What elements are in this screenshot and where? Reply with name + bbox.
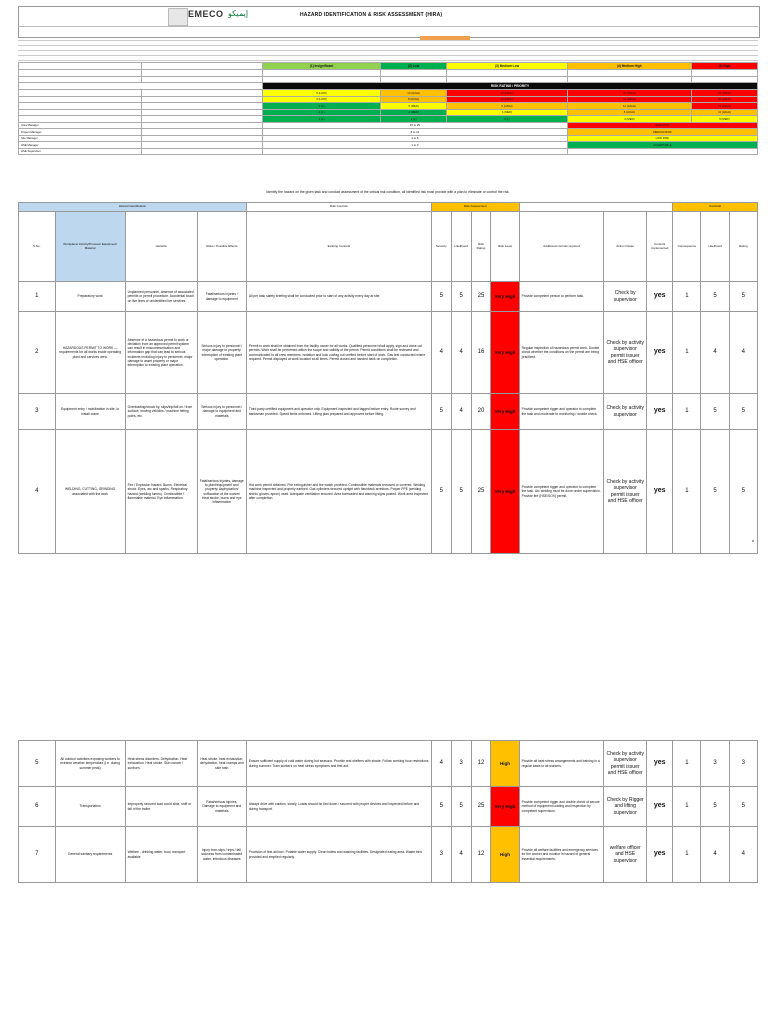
row-level: Very High — [491, 312, 519, 394]
severity-row-label: (4) LIKELY — [19, 96, 142, 103]
matrix-col-header: (5) High — [691, 63, 757, 70]
row-effect: Injury from slips / trips / fall, sickness from contaminated water, infectious diseases — [197, 827, 246, 883]
row-score: 25 — [471, 787, 491, 827]
role-cell: Project Manager — [19, 129, 142, 136]
row-controls: Provision of first aid box. Potable water supply. Clean toilets and washing facilities. Designated eating area. Waste bins provided and emptied regularly. — [246, 827, 431, 883]
row-likelihood: 4 — [451, 827, 471, 883]
row-level: Very High — [491, 787, 519, 827]
row-responsible: Check by activity supervisor permit issuer and HSE officer — [604, 312, 647, 394]
row-sno: 6 — [19, 787, 56, 827]
header-additional: Additional controls required — [519, 212, 604, 282]
row-additional: Provide all heat stress arrangements and training in a regular basis to all workers. — [519, 741, 604, 787]
row-sno: 2 — [19, 312, 56, 394]
row-additional: Provide competent person to perform task. — [519, 282, 604, 312]
row-likelihood: 5 — [451, 787, 471, 827]
risk-level-title: RISK RATING / PRIORITY — [263, 83, 758, 90]
severity-row-label: (5) ALMOST CERTAIN — [19, 90, 142, 97]
matrix-cell: 2 (L) — [381, 116, 447, 123]
table-row — [19, 312, 758, 394]
row-activity: WELDING, CUTTING, GRINDING associated with the work — [55, 430, 125, 554]
hazard-table-page-1 — [18, 202, 758, 554]
band-risk-assessment: Risk Assessment — [431, 203, 519, 212]
row-score: 12 — [471, 827, 491, 883]
matrix-cell: 25 (HIGH) — [691, 90, 757, 97]
range-cell: 4 to 6 — [263, 135, 568, 142]
row-sno: 1 — [19, 282, 56, 312]
row-hazard: Improperly secured load could slide, shift or fall of the trailer. — [125, 787, 197, 827]
row-level: High — [491, 741, 519, 787]
rating-label-cell: HIGH RISK — [567, 122, 757, 129]
instruction-banner: Identify the hazard on the given task and conduct assessment of the critical risk condition, all identified risk must provide with a plan to eliminate or control the risk. — [266, 190, 510, 194]
row-activity: Preparatory work — [55, 282, 125, 312]
matrix-cell: 12 (HIGH) — [567, 103, 691, 110]
matrix-col-header: (2) Low — [381, 63, 447, 70]
row-controls: All per task safety briefing shall be conducted prior to start of any activity every day at site. — [246, 282, 431, 312]
row-severity: 5 — [431, 787, 451, 827]
hazard-table-page-2 — [18, 740, 758, 883]
row-effect: Heat stroke, heat exhaustion, dehydration, heat cramps and skin rash — [197, 741, 246, 787]
row-implemented: yes — [647, 312, 673, 394]
row-effect: Fatal/serious injuries / damage to equipment — [197, 282, 246, 312]
row-implemented: yes — [647, 827, 673, 883]
row-responsible: welfare officer and HSE supervisor — [604, 827, 647, 883]
row-hazard: Heat stress disorders. Dehydration. Heat exhaustion. Heat stroke. Skin cancer / sunburn. — [125, 741, 197, 787]
matrix-col-header: (4) Medium High — [567, 63, 691, 70]
row-implemented: yes — [647, 741, 673, 787]
matrix-cell: 15 (HIGH) — [447, 90, 568, 97]
document-page-2 — [0, 740, 768, 900]
row-effect: Fatal/serious injuries, Damage to equipment and materials — [197, 787, 246, 827]
row-level: Very High — [491, 394, 519, 430]
row-res-c: 1 — [673, 312, 701, 394]
matrix-cell: 3 (L) — [263, 103, 381, 110]
row-effect: Serious injury to personnel / damage to equipment and materials — [197, 394, 246, 430]
row-level: High — [491, 827, 519, 883]
row-effect: Fatal/serious injuries, damage to plant/equipment and property/ Asphyxiation/ suffocation of the worker/ Heat stroke, burns and eye inflammation — [197, 430, 246, 554]
row-likelihood: 5 — [451, 282, 471, 312]
row-likelihood: 3 — [451, 741, 471, 787]
header-consequence: Consequence — [673, 212, 701, 282]
row-severity: 5 — [431, 430, 451, 554]
meta-row — [18, 56, 758, 61]
severity-row-label: (3) POSSIBLE — [19, 103, 142, 110]
matrix-cell: 12 (HIGH) — [447, 96, 568, 103]
header-implemented: Controls implemented — [647, 212, 673, 282]
row-activity: Transportation — [55, 787, 125, 827]
row-res-l: 5 — [701, 282, 729, 312]
row-controls: Hot work permit obtained. Fire extinguisher and fire watch provided. Combustible materials removed or covered. Welding machine inspected and properly earthed. Gas cylinders secured upright with flashback arrestors. Proper PPE (welding shield, gloves, apron) used. Adequate ventilation ensured. Area barricaded and warning signs posted. Work area inspected after completion. — [246, 430, 431, 554]
row-score: 25 — [471, 430, 491, 554]
header-sno: S.No. — [19, 212, 56, 282]
row-sno: 3 — [19, 394, 56, 430]
page-mark — [752, 540, 754, 542]
rating-label-cell: LOW RISK — [567, 135, 757, 142]
header-effect: Risks / Possible Effects — [197, 212, 246, 282]
row-activity: All outdoor activities exposing workers to extreme weather temperature (i.e. during summer peak) — [55, 741, 125, 787]
range-cell: 1 to 3 — [263, 142, 568, 149]
logo-mark-icon — [168, 8, 188, 26]
meta-highlight-bar — [420, 36, 470, 40]
header-rating: Rating — [729, 212, 757, 282]
document-meta-block — [18, 36, 758, 61]
matrix-col-header: (3) Medium Low — [447, 63, 568, 70]
row-controls: Always drive with caution, slowly. Loads should be tied down / secured with proper devices and inspected before and during transport. — [246, 787, 431, 827]
matrix-cell: 4 (MED) — [567, 116, 691, 123]
row-activity: HAZARDOUS PERMIT TO WORK — requirements for all works inside operating plant and services area. — [55, 312, 125, 394]
role-cell: HSE Supervisor — [19, 148, 142, 155]
row-additional: Provide competent rigger and double check of secure method of equipment loading and inspection by competent supervision. — [519, 787, 604, 827]
row-sno: 7 — [19, 827, 56, 883]
range-cell: 8 to 12 — [263, 129, 568, 136]
header-controls: Existing Controls — [246, 212, 431, 282]
row-likelihood: 4 — [451, 394, 471, 430]
row-hazard: Welfare - drinking water, food, transport available — [125, 827, 197, 883]
row-controls: Third party certified equipment and operator only. Equipment inspected and tagged before entry. Route survey and banksman provided. Speed limits enforced. Lifting plan prepared and approved before lifting. — [246, 394, 431, 430]
row-responsible: Check by activity supervisor permit issuer and HSE officer — [604, 741, 647, 787]
role-cell: Site Manager — [19, 135, 142, 142]
row-sno: 5 — [19, 741, 56, 787]
row-responsible: Check by supervisor — [604, 282, 647, 312]
header-residual-likelihood: Likelihood — [701, 212, 729, 282]
header-score: Risk Rating — [471, 212, 491, 282]
row-res-r: 5 — [729, 282, 757, 312]
matrix-cell: 10 (HIGH) — [691, 109, 757, 116]
row-res-r: 4 — [729, 312, 757, 394]
matrix-col-header: (1) Insignificant — [263, 63, 381, 70]
range-cell — [263, 148, 568, 155]
severity-row-label: (2) UNLIKELY — [19, 109, 142, 116]
row-res-r: 4 — [729, 827, 757, 883]
row-controls: Ensure sufficient supply of cold water during hot seasons. Provide rest shelters with shade. Follow working hour restrictions during summer. Train workers on heat stress symptoms and first aid. — [246, 741, 431, 787]
row-res-c: 1 — [673, 282, 701, 312]
severity-row-label: (1) RARE — [19, 116, 142, 123]
row-res-l: 3 — [701, 741, 729, 787]
document-title: HAZARD IDENTIFICATION & RISK ASSESSMENT (HIRA) — [300, 12, 443, 18]
matrix-cell: 8 (HIGH) — [567, 109, 691, 116]
row-res-l: 5 — [701, 787, 729, 827]
row-effect: Serious injury to personnel / major damage to property/ interruption of existing plant operation. — [197, 312, 246, 394]
matrix-cell: 20 (HIGH) — [691, 96, 757, 103]
row-res-c: 1 — [673, 394, 701, 430]
matrix-cell: 2 (L) — [263, 109, 381, 116]
row-hazard: Unplanned personnel, absence of associated permits or permit procedure. Accidental touch on live lines or unidentified live services. — [125, 282, 197, 312]
row-score: 25 — [471, 282, 491, 312]
header-hazard: Hazards — [125, 212, 197, 282]
row-res-c: 1 — [673, 827, 701, 883]
company-logo — [168, 6, 248, 28]
row-additional: Provide competent rigger and operator to complete the task. Arc welding must be done under supervision. Provide fire (HSE/SOX) permit. — [519, 430, 604, 554]
row-res-l: 5 — [701, 430, 729, 554]
row-res-l: 5 — [701, 394, 729, 430]
matrix-cell: 5 (LOW) — [263, 90, 381, 97]
logo-arabic-text: إيميكو — [228, 9, 249, 18]
header-activity: Workplace/ Activity/Process/ Equipment/ Material — [55, 212, 125, 282]
matrix-cell: 20 (HIGH) — [567, 90, 691, 97]
table-row — [19, 787, 758, 827]
role-cell: HSE Manager — [19, 142, 142, 149]
rating-label-cell: MEDIUM RISK — [567, 129, 757, 136]
table-row — [19, 741, 758, 787]
row-hazard: Absence of a hazardous permit to work or deviation from an approved permit system can result in miscommunication and information gap that can lead to serious incidents including injury to personnel, major damage to asset property or major interruption to existing plant operation. — [125, 312, 197, 394]
matrix-cell: 4 (LOW) — [263, 96, 381, 103]
header-divider — [18, 26, 758, 27]
logo-text: EMECO — [188, 9, 224, 19]
band-residual: Residual — [673, 203, 758, 212]
table-row — [19, 827, 758, 883]
row-responsible: Check by activity supervisor permit issuer and HSE officer — [604, 430, 647, 554]
row-hazard: Overloading/struck by, slips/trip/fall on / from surface, moving vehicles / machine hitting poles, etc. — [125, 394, 197, 430]
row-implemented: yes — [647, 787, 673, 827]
row-score: 20 — [471, 394, 491, 430]
risk-matrix-table — [18, 62, 758, 155]
rating-label-cell — [567, 148, 757, 155]
matrix-cell: 3 (L) — [447, 116, 568, 123]
risk-matrix — [18, 62, 758, 155]
matrix-cell: 6 (MED) — [447, 109, 568, 116]
table-row — [19, 282, 758, 312]
row-implemented: yes — [647, 282, 673, 312]
row-implemented: yes — [647, 430, 673, 554]
header-responsible: Action Owner — [604, 212, 647, 282]
row-res-c: 1 — [673, 787, 701, 827]
matrix-header-spacer — [142, 63, 263, 70]
row-severity: 3 — [431, 827, 451, 883]
row-additional: Provide all welfare facilities and emergency services for the worker and monitor in hazard of general essential requirements. — [519, 827, 604, 883]
row-controls: Permit to work shall be obtained from the facility owner for all works. Qualified personnel shall apply, sign and close out permits. Work shall be performed within the scope and validity of the permit. Permit conditions shall be reviewed and communicated to all crew members. Isolation and lock out/tag out verified before start of work. Gas test conducted where required. Permit displayed at work location at all times. Permit closed and handed back on completion. — [246, 312, 431, 394]
rating-label-cell: ACCEPTABLE — [567, 142, 757, 149]
matrix-cell: 6 (MED) — [381, 103, 447, 110]
band-hazard-identification: Hazard Identification — [19, 203, 247, 212]
matrix-cell: 16 (HIGH) — [567, 96, 691, 103]
row-severity: 4 — [431, 741, 451, 787]
role-cell: Area Manager — [19, 122, 142, 129]
row-activity: General sanitary requirements — [55, 827, 125, 883]
row-res-r: 5 — [729, 394, 757, 430]
row-additional: Regular inspection of hazardous permit work. Double check whether the conditions on the permit are being practiced. — [519, 312, 604, 394]
row-severity: 4 — [431, 312, 451, 394]
matrix-cell: 10 (HIGH) — [381, 90, 447, 97]
row-implemented: yes — [647, 394, 673, 430]
row-level: Very High — [491, 430, 519, 554]
role-signature-cell — [142, 148, 263, 155]
row-responsible: Check by activity supervisor — [604, 394, 647, 430]
table-row — [19, 430, 758, 554]
row-level: Very High — [491, 282, 519, 312]
band-spacer — [519, 203, 673, 212]
row-sno: 4 — [19, 430, 56, 554]
table-row — [19, 394, 758, 430]
row-severity: 5 — [431, 394, 451, 430]
row-res-r: 3 — [729, 741, 757, 787]
matrix-cell: 9 (HIGH) — [447, 103, 568, 110]
row-hazard: Fire / Explosion hazard. Burns. Electrical shock. Eyes, arc and sparks. Respiratory hazard (welding fumes). Combustible / flammable material. Eye inflammation. — [125, 430, 197, 554]
matrix-corner — [19, 63, 142, 70]
row-severity: 5 — [431, 282, 451, 312]
row-score: 12 — [471, 741, 491, 787]
row-score: 16 — [471, 312, 491, 394]
matrix-cell: 1 (L) — [263, 116, 381, 123]
row-additional: Provide competent rigger and operator to complete the task and moderate to monitoring / double check. — [519, 394, 604, 430]
band-risk-controls: Risk Controls — [246, 203, 431, 212]
header-likelihood: Likelihood — [451, 212, 471, 282]
row-res-c: 1 — [673, 741, 701, 787]
range-cell: 15 to 25 — [263, 122, 568, 129]
matrix-cell: 4 (MED) — [381, 109, 447, 116]
row-likelihood: 5 — [451, 430, 471, 554]
row-likelihood: 4 — [451, 312, 471, 394]
header-severity: Severity — [431, 212, 451, 282]
row-res-r: 5 — [729, 430, 757, 554]
row-res-r: 5 — [729, 787, 757, 827]
matrix-cell: 15 (HIGH) — [691, 103, 757, 110]
matrix-title-cell — [19, 83, 263, 90]
matrix-cell: 8 (HIGH) — [381, 96, 447, 103]
row-responsible: Check by Rigger and lifting supervisor — [604, 787, 647, 827]
header-level: Risk Level — [491, 212, 519, 282]
row-res-c: 1 — [673, 430, 701, 554]
row-res-l: 4 — [701, 827, 729, 883]
document-header — [18, 6, 760, 38]
row-res-l: 4 — [701, 312, 729, 394]
row-activity: Equipment entry / mobilization in site, to install crane — [55, 394, 125, 430]
matrix-cell: 5 (MED) — [691, 116, 757, 123]
